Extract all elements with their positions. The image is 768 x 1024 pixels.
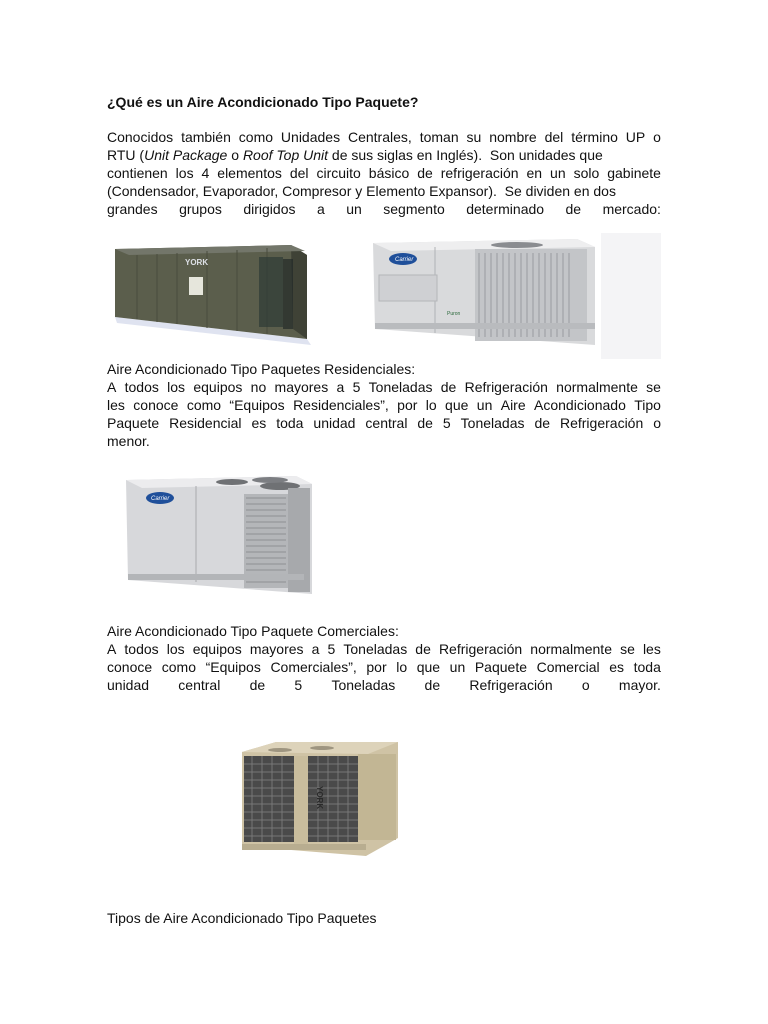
residential-line-1: A todos los equipos no mayores a 5 Toneladas de Refrigeración normalmente se: [107, 379, 661, 395]
residential-heading: Aire Acondicionado Tipo Paquetes Residenciales:: [107, 361, 416, 377]
carrier-logo-text-2: Carrier: [151, 496, 170, 502]
intro-line-5: grandes grupos dirigidos a un segmento determinado de mercado:: [107, 201, 661, 217]
intro-line-2: RTU (Unit Package o Roof Top Unit de sus siglas en Inglés). Son unidades que: [107, 147, 603, 163]
carrier-residential-unit-image: [120, 468, 316, 600]
page-title: ¿Qué es un Aire Acondicionado Tipo Paquete?: [107, 94, 419, 110]
york-rooftop-unit-image: [107, 233, 369, 359]
commercial-heading: Aire Acondicionado Tipo Paquete Comerciales:: [107, 623, 399, 639]
york-logo-text-2: YORK: [315, 786, 324, 810]
residential-line-3: Paquete Residencial es toda unidad central de 5 Toneladas de Refrigeración o: [107, 415, 661, 431]
types-heading: Tipos de Aire Acondicionado Tipo Paquetes: [107, 910, 377, 926]
carrier-rooftop-unit-image: [367, 233, 661, 359]
commercial-line-2: conoce como “Equipos Comerciales”, por lo que un Paquete Comercial es toda: [107, 659, 661, 675]
residential-line-4: menor.: [107, 433, 150, 449]
carrier-logo-text: Carrier: [395, 257, 414, 263]
york-packaged-unit-image: [236, 738, 402, 866]
commercial-line-3: unidad central de 5 Toneladas de Refrigeración o mayor.: [107, 677, 661, 693]
intro-line-1: Conocidos también como Unidades Centrales, toman su nombre del término UP o: [107, 129, 661, 145]
puron-badge-text: Puron: [447, 311, 461, 317]
commercial-line-1: A todos los equipos mayores a 5 Toneladas de Refrigeración normalmente se les: [107, 641, 661, 657]
residential-line-2: les conoce como “Equipos Residenciales”, por lo que un Aire Acondicionado Tipo: [107, 397, 661, 413]
intro-line-3: contienen los 4 elementos del circuito básico de refrigeración en un solo gabinete: [107, 165, 661, 181]
intro-paragraph: [107, 128, 661, 218]
commercial-paragraph: [107, 640, 661, 694]
york-logo-text: YORK: [185, 258, 209, 267]
residential-paragraph: [107, 378, 661, 450]
intro-line-4: (Condensador, Evaporador, Compresor y Elemento Expansor). Se dividen en dos: [107, 183, 616, 199]
